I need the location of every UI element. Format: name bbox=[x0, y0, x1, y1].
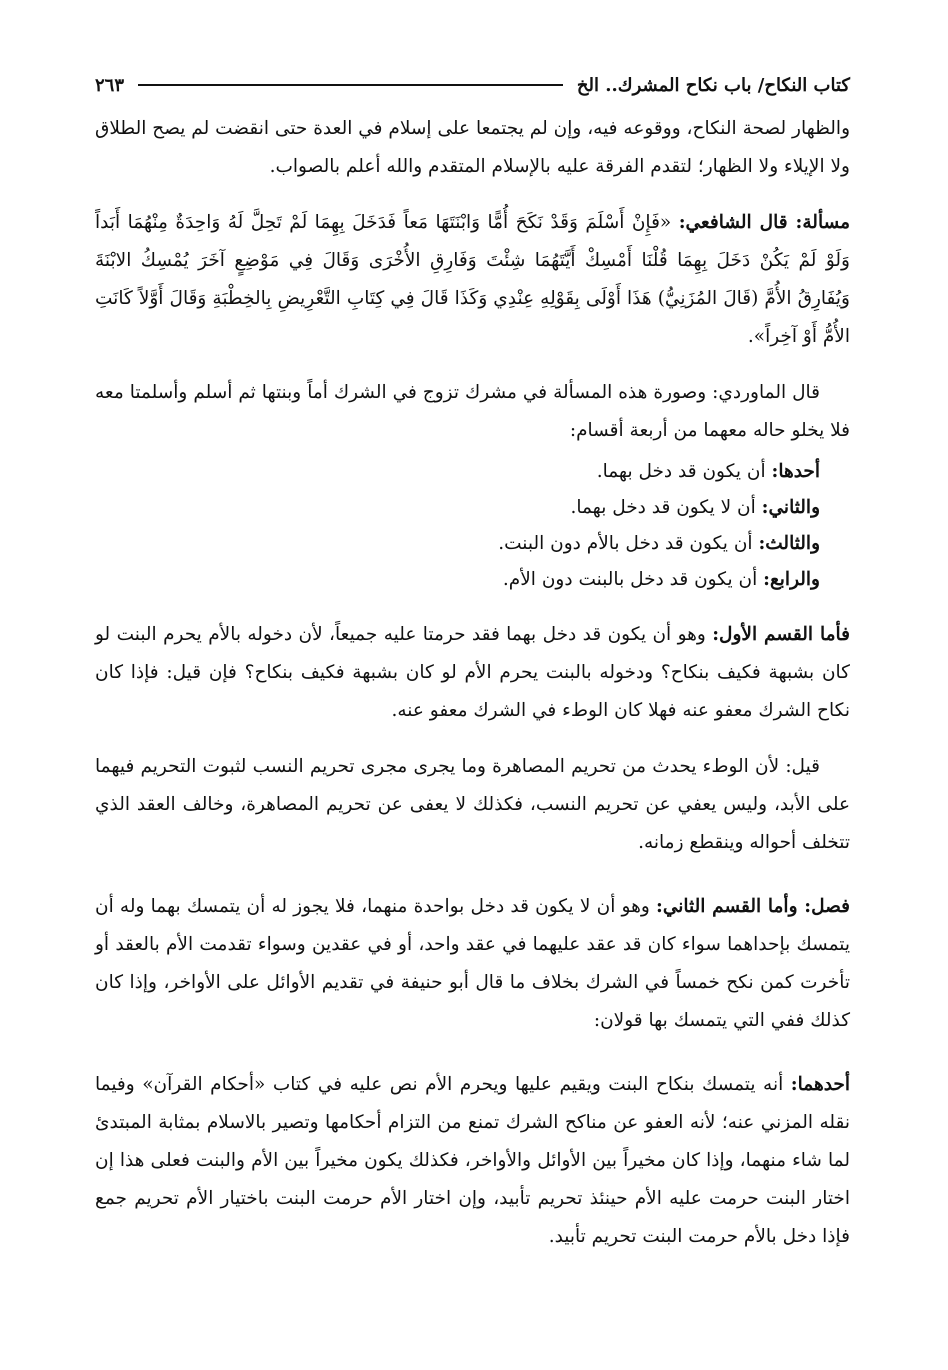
paragraph-second-division bbox=[95, 888, 850, 1040]
item-label: أحدها: bbox=[771, 461, 820, 482]
paragraph-reply: قيل: لأن الوطء يحدث من تحريم المصاهرة وما يجرى مجرى تحريم النسب لثبوت التحريم فيهما على الأبد، وليس يعفي عن تحريم النسب، فكذلك لا يعفى عن تحريم المصاهرة، وخالف العقد الذي تتخلف أحواله وينقطع زمانه. bbox=[95, 756, 850, 853]
first-division-label: فأما القسم الأول: bbox=[712, 624, 850, 645]
page-number: ٢٦٣ bbox=[95, 74, 125, 96]
item-text: أن لا يكون قد دخل بهما. bbox=[570, 497, 756, 518]
paragraph-first-division bbox=[95, 616, 850, 730]
first-opinion-text: أنه يتمسك بنكاح البنت ويقيم عليها ويحرم الأم نص عليه في كتاب «أحكام القرآن» وفيما نقله المزني عنه؛ لأنه العفو عن مناكح الشرك تمنع من التزام أحكامها وتصير بالاسلام بمثابة المبتدئ لما شاء منهما، وإذا كان مخيراً بين الأوائل والأواخر، فكذلك يكون مخيراً بين الأم والبنت فعلى هذا إن اختار البنت حرمت عليه الأم حينئذ تحريم تأبيد، وإن اختار الأم حرمت البنت باختيار الأم تحريم جمع فإذا دخل بالأم حرمت البنت تحريم تأبيد. bbox=[95, 1074, 850, 1247]
list-item bbox=[95, 526, 820, 562]
masala-label: مسألة: قال الشافعي: bbox=[678, 212, 850, 233]
item-text: أن يكون قد دخل بالأم دون البنت. bbox=[498, 533, 753, 554]
document-page bbox=[95, 70, 850, 1256]
paragraph-first-opinion bbox=[95, 1066, 850, 1256]
divisions-list bbox=[95, 454, 850, 598]
first-division-text: وهو أن يكون قد دخل بهما فقد حرمتا عليه جميعاً، لأن دخوله بالأم يحرم البنت لو كان بشبهة فكيف بنكاح؟ ودخوله بالبنت يحرم الأم لو كان بشبهة فكيف بنكاح؟ فإن قيل: فإذا كان نكاح الشرك معفو عنه فهلا كان الوطء في الشرك معفو عنه. bbox=[95, 624, 850, 721]
list-item bbox=[95, 454, 820, 490]
running-header bbox=[95, 70, 850, 100]
item-label: والثالث: bbox=[758, 533, 820, 554]
second-division-text: وهو أن لا يكون قد دخل بواحدة منهما، فلا يجوز له أن يتمسك بهما وله أن يتمسك بإحداهما سواء كان قد عقد عليهما في عقد واحد، أو في عقدين وسواء تقدمت الأم بالعقد أو تأخرت كمن نكح خمساً في الشرك بخلاف ما قال أبو حنيفة في تقديم الأوائل على الأواخر، وإذا كان كذلك ففي التي يتمسك بها قولان: bbox=[95, 896, 850, 1031]
header-title: كتاب النكاح/ باب نكاح المشرك.. الخ bbox=[576, 74, 850, 96]
item-label: والرابع: bbox=[763, 569, 820, 590]
item-label: والثاني: bbox=[761, 497, 820, 518]
paragraph-continuation: والظهار لصحة النكاح، ووقوعه فيه، وإن لم يجتمعا على إسلام في العدة حتى انقضت لم يصح الطلاق ولا الإيلاء ولا الظهار؛ لتقدم الفرقة عليه بالإسلام المتقدم والله أعلم بالصواب. bbox=[95, 118, 850, 177]
paragraph-masala bbox=[95, 204, 850, 356]
second-division-label: فصل: وأما القسم الثاني: bbox=[656, 896, 850, 917]
item-text: أن يكون قد دخل بهما. bbox=[596, 461, 766, 482]
header-rule bbox=[138, 84, 563, 86]
item-text: أن يكون قد دخل بالبنت دون الأم. bbox=[502, 569, 758, 590]
list-item bbox=[95, 562, 820, 598]
first-opinion-label: أحدهما: bbox=[790, 1074, 850, 1095]
paragraph-mawardi: قال الماوردي: وصورة هذه المسألة في مشرك تزوج في الشرك أماً وبنتها ثم أسلم وأسلمتا معه فلا يخلو حاله معهما من أربعة أقسام: bbox=[95, 382, 850, 441]
shafii-quote: «فَإِنْ أَسْلَمَ وَقَدْ نَكَحَ أُمًّا وَابْنَتَهَا مَعاً فَدَخَلَ بِهِمَا لَمْ تَحِلَّ لَهُ وَاحِدَةٌ مِنْهُمَا أَبَداً وَلَوْ لَمْ يَكُنْ دَخَلَ بِهِمَا قُلْنَا أَمْسِكْ أَيَّتَهُمَا شِئْتَ وَفَارِقِ الأُخْرَى وَقَالَ فِي مَوْضِعٍ آخَرَ يُمْسِكُ الابْنَةَ وَيُفَارِقُ الأُمَّ (قَالَ المُزَنِيُّ) هَذَا أَوْلَى بِقَوْلِهِ عِنْدِي وَكَذَا قَالَ فِي كِتَابِ التَّعْرِيضِ بِالخِطْبَةِ وَقَالَ أَوَّلاً كَانَتِ الأُمُّ أَوْ آخِراً». bbox=[95, 212, 850, 347]
list-item bbox=[95, 490, 820, 526]
